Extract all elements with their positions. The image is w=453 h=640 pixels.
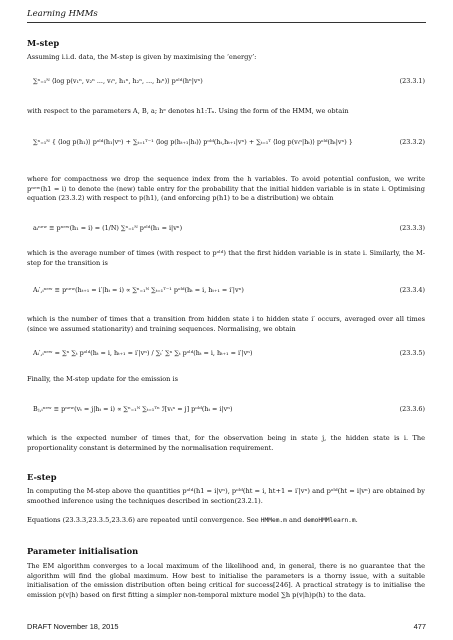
equation-number-1: (23.3.1): [399, 77, 425, 85]
paragraph-3: where for compactness we drop the sequence index from the h variables. To avoid potential confusion, we write pⁿᵉʷ(h1 = i) to denote the (new) table entry for the probability that the initial hidden variable is in state i. Optimising equation (23.3.2) with respect to p(h1), (and enforcing p(h1) to be a distribution) we obtain: [27, 175, 425, 203]
equation-23-3-4: Aᵢ′,ᵢⁿᵉʷ ≡ pⁿᵉʷ(hₜ₊₁ = i′|hₜ = i) ∝ ∑ⁿ₌₁ᴺ ∑ₜ₌₁ᵀ⁻¹ pᵒˡᵈ(hₜ = i, hₜ₊₁ = i′|vⁿ): [33, 286, 244, 294]
paragraph-9: [27, 516, 425, 526]
equation-number-4: (23.3.4): [399, 286, 425, 294]
paragraph-10: The EM algorithm converges to a local maximum of the likelihood and, in general, there is no guarantee that the algorithm will find the global maximum. How best to initialise the parameters is a thorny issue, with a suitable initialisation of the emission distribution often being critical for success[246]. A practical strategy is to initialise the emission p(v|h) based on first fitting a simpler non-temporal mixture model ∑h p(v|h)p(h) to the data.: [27, 562, 425, 599]
paragraph-6: Finally, the M-step update for the emission is: [27, 375, 179, 383]
paragraph-8: In computing the M-step above the quantities pᵒˡᵈ(h1 = i|vⁿ), pᵒˡᵈ(ht = i, ht+1 = i′|vⁿ) and pᵒˡᵈ(ht = i|vⁿ) are obtained by smoothed inference using the techniques described in section(23.2.1).: [27, 487, 425, 505]
paragraph-9-mid: and: [286, 516, 304, 524]
equation-23-3-3: aᵢⁿᵉʷ ≡ pⁿᵉʷ(h₁ = i) = (1/N) ∑ⁿ₌₁ᴺ pᵒˡᵈ(h₁ = i|vⁿ): [33, 224, 183, 232]
code-ref-hmmem: HMMem.m: [260, 517, 287, 524]
paragraph-4: which is the average number of times (with respect to pᵒˡᵈ) that the first hidden variable is in state i. Similarly, the M-step for the transition is: [27, 249, 425, 267]
header-rule: [27, 22, 426, 23]
equation-number-2: (23.3.2): [399, 138, 425, 146]
paragraph-5: which is the number of times that a transition from hidden state i to hidden state i′ occurs, averaged over all times (since we assumed stationarity) and training sequences. Normalising, we obtain: [27, 315, 425, 333]
section-estep: E-step: [27, 472, 57, 482]
paragraph-1: Assuming i.i.d. data, the M-step is given by maximising the ‘energy’:: [27, 53, 257, 61]
equation-23-3-5: Aᵢ′,ᵢⁿᵉʷ = ∑ⁿ ∑ₜ pᵒˡᵈ(hₜ = i, hₜ₊₁ = i′|vⁿ) / ∑ᵢ′ ∑ⁿ ∑ₜ pᵒˡᵈ(hₜ = i, hₜ₊₁ = i′|vⁿ): [33, 349, 253, 357]
equation-number-6: (23.3.6): [399, 405, 425, 413]
equation-number-3: (23.3.3): [399, 224, 425, 232]
paragraph-9-text: Equations (23.3.3,23.3.5,23.3.6) are repeated until convergence. See: [27, 516, 261, 524]
equation-23-3-6: Bⱼ,ᵢⁿᵉʷ ≡ pⁿᵉʷ(vₜ = j|hₜ = i) ∝ ∑ⁿ₌₁ᴺ ∑ₜ₌₁ᵀⁿ ℐ[vₜⁿ = j] pᵒˡᵈ(hₜ = i|vⁿ): [33, 405, 233, 413]
footer-draft-date: DRAFT November 18, 2015: [27, 622, 119, 631]
equation-23-3-2: ∑ⁿ₌₁ᴺ { ⟨log p(h₁)⟩ pᵒˡᵈ(h₁|vⁿ) + ∑ₜ₌₁ᵀ⁻¹ ⟨log p(hₜ₊₁|hₜ)⟩ pᵒˡᵈ(hₜ,hₜ₊₁|vⁿ) + ∑ₜ₌₁ᵀ ⟨log p(vₜⁿ|hₜ)⟩ pᵒˡᵈ(hₜ|vⁿ) }: [33, 138, 353, 146]
section-parameter-initialisation: Parameter initialisation: [27, 546, 139, 556]
page-number: 477: [413, 622, 426, 631]
code-ref-demohmmlearn: demoHMMlearn.m: [303, 517, 356, 524]
equation-23-3-1: ∑ⁿ₌₁ᴺ ⟨log p(v₁ⁿ, v₂ⁿ ..., vₜⁿ, h₁ⁿ, h₂ⁿ, ..., hₜⁿ)⟩ pᵒˡᵈ(hⁿ|vⁿ): [33, 77, 203, 85]
paragraph-9-end: .: [355, 516, 358, 524]
equation-number-5: (23.3.5): [399, 349, 425, 357]
section-mstep: M-step: [27, 38, 60, 48]
running-header: Learning HMMs: [27, 9, 98, 19]
paragraph-7: which is the expected number of times that, for the observation being in state j, the hidden state is i. The proportionality constant is determined by the normalisation requirement.: [27, 434, 425, 452]
paragraph-2: with respect to the parameters A, B, a; hᵉ denotes h1:Tₙ. Using the form of the HMM, we obtain: [27, 107, 349, 115]
